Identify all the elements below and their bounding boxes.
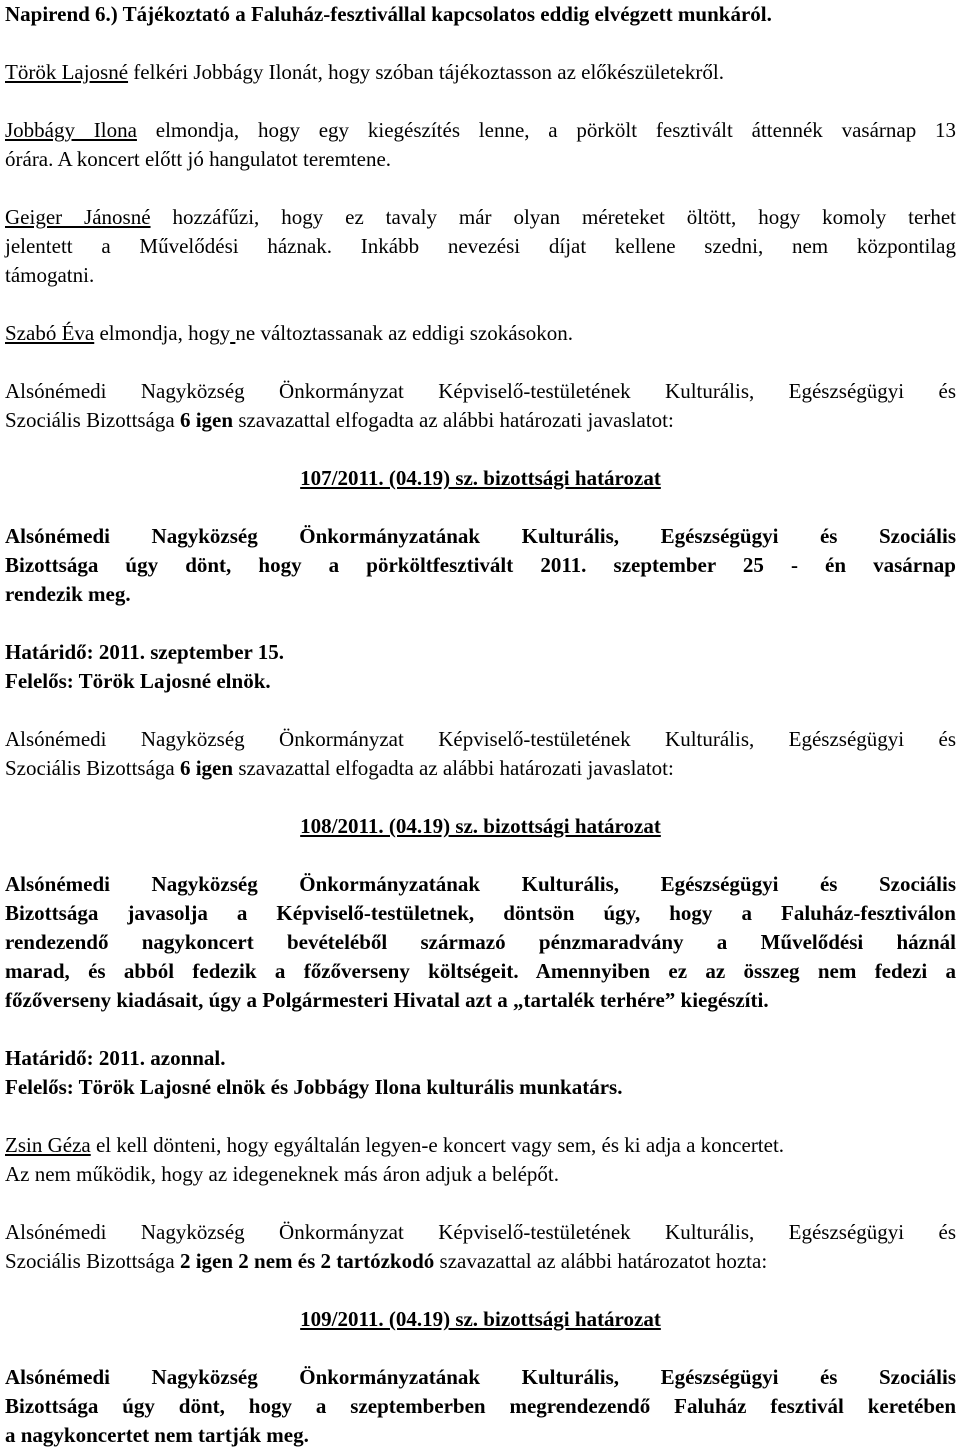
resolution-title-109 [5, 1305, 956, 1334]
vote-text: Szociális Bizottsága [5, 756, 180, 780]
resolution-title-text: 107/2011. (04.19) sz. bizottsági határozat [300, 466, 661, 490]
paragraph-jobbagy [5, 116, 956, 174]
speaker-name: Török Lajosné [5, 60, 129, 84]
speaker-name: Szabó Éva [5, 321, 95, 345]
paragraph-text: hozzáfűzi, hogy ez tavaly már olyan méreteket öltött, hogy komoly terhet [150, 205, 956, 229]
vote-line [5, 1247, 956, 1276]
resolution-line: főzőverseny kiadásait, úgy a Polgármesteri Hivatal azt a „tartalék terhére” kiegészíti. [5, 988, 769, 1012]
responsible-107: Felelős: Török Lajosné elnök. [5, 669, 271, 693]
vote-line: Alsónémedi Nagyközség Önkormányzat Képviselő-testületének Kulturális, Egészségügyi és [5, 1220, 956, 1244]
resolution-line: marad, és abból fedezik a főzőverseny költségeit. Amennyiben ez az összeg nem fedezi a [5, 959, 956, 983]
paragraph-line: Az nem működik, hogy az idegeneknek más áron adjuk a belépőt. [5, 1162, 559, 1186]
speaker-name: Geiger Jánosné [5, 205, 151, 229]
responsible-108: Felelős: Török Lajosné elnök és Jobbágy Ilona kulturális munkatárs. [5, 1075, 623, 1099]
resolution-line: a nagykoncertet nem tartják meg. [5, 1423, 309, 1447]
resolution-line: Bizottsága úgy dönt, hogy a pörköltfesztivált 2011. szeptember 25 - én vasárnap [5, 553, 956, 577]
resolution-body-107 [5, 522, 956, 609]
paragraph-line: támogatni. [5, 263, 95, 287]
paragraph-line: jelentett a Művelődési háznak. Inkább nevezési díjat kellene szedni, nem központilag [5, 234, 956, 258]
resolution-title-108 [5, 812, 956, 841]
resolution-title-text: 108/2011. (04.19) sz. bizottsági határozat [300, 814, 661, 838]
resolution-title-107 [5, 464, 956, 493]
vote-text: szavazattal elfogadta az alábbi határozati javaslatot: [233, 408, 674, 432]
resolution-body-108 [5, 870, 956, 1015]
resolution-line: rendezendő nagykoncert bevételéből származó pénzmaradvány a Művelődési háznál [5, 930, 956, 954]
vote-text: Szociális Bizottsága [5, 1249, 180, 1273]
paragraph-text: elmondja, hogy [94, 321, 231, 345]
paragraph-line [5, 1131, 956, 1160]
resolution-line: Alsónémedi Nagyközség Önkormányzatának Kulturális, Egészségügyi és Szociális [5, 524, 956, 548]
paragraph-szabo [5, 319, 956, 348]
document-page [5, 0, 956, 1450]
paragraph-line [5, 203, 956, 232]
vote-text: Szociális Bizottsága [5, 408, 180, 432]
paragraph-geiger [5, 203, 956, 290]
vote-count: 6 igen [179, 756, 234, 780]
vote-count: 6 igen [179, 408, 234, 432]
agenda-heading: Napirend 6.) Tájékoztató a Faluház-fesztivállal kapcsolatos eddig elvégzett munkáról. [5, 2, 772, 26]
vote-text: szavazattal az alábbi határozatot hozta: [434, 1249, 768, 1273]
deadline-107: Határidő: 2011. szeptember 15. [5, 640, 284, 664]
vote-text: szavazattal elfogadta az alábbi határozati javaslatot: [233, 756, 674, 780]
paragraph-line: órára. A koncert előtt jó hangulatot teremtene. [5, 147, 392, 171]
vote-line [5, 754, 956, 783]
vote-statement-1 [5, 377, 956, 435]
paragraph-text: ne változtassanak az eddigi szokásokon. [235, 321, 574, 345]
vote-line [5, 406, 956, 435]
resolution-line: Alsónémedi Nagyközség Önkormányzatának Kulturális, Egészségügyi és Szociális [5, 1365, 956, 1389]
vote-line: Alsónémedi Nagyközség Önkormányzat Képviselő-testületének Kulturális, Egészségügyi és [5, 727, 956, 751]
resolution-line: Bizottsága úgy dönt, hogy a szeptemberben megrendezendő Faluház fesztivál keretében [5, 1394, 956, 1418]
resolution-line: rendezik meg. [5, 582, 131, 606]
vote-line: Alsónémedi Nagyközség Önkormányzat Képviselő-testületének Kulturális, Egészségügyi és [5, 379, 956, 403]
paragraph-line [5, 116, 956, 145]
vote-statement-3 [5, 1218, 956, 1276]
paragraph-text: el kell dönteni, hogy egyáltalán legyen-e koncert vagy sem, és ki adja a koncertet. [90, 1133, 785, 1157]
speaker-name: Zsin Géza [5, 1133, 91, 1157]
paragraph-text: elmondja, hogy egy kiegészítés lenne, a pörkölt fesztivált áttennék vasárnap 13 [136, 118, 956, 142]
resolution-title-text: 109/2011. (04.19) sz. bizottsági határozat [300, 1307, 661, 1331]
vote-count: 2 igen 2 nem és 2 tartózkodó [179, 1249, 435, 1273]
paragraph-text: felkéri Jobbágy Ilonát, hogy szóban tájékoztasson az előkészületekről. [128, 60, 725, 84]
deadline-108: Határidő: 2011. azonnal. [5, 1046, 226, 1070]
paragraph-torok [5, 58, 956, 87]
resolution-line: Alsónémedi Nagyközség Önkormányzatának Kulturális, Egészségügyi és Szociális [5, 872, 956, 896]
vote-statement-2 [5, 725, 956, 783]
resolution-body-109 [5, 1363, 956, 1450]
resolution-line: Bizottsága javasolja a Képviselő-testületnek, döntsön úgy, hogy a Faluház-fesztiválon [5, 901, 956, 925]
speaker-name: Jobbágy Ilona [5, 118, 137, 142]
paragraph-zsin [5, 1131, 956, 1189]
